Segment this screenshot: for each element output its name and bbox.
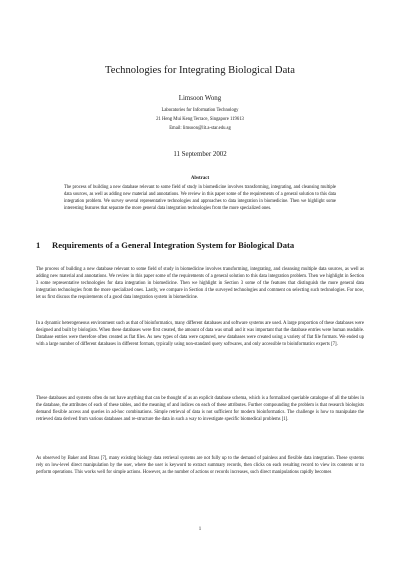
page-number: 1 [198,527,202,532]
section-number: 1 [36,240,41,250]
body-paragraph: The process of building a new database relevant to some field of study in biomedicine involves transforming, integrating, and cleansing multiple data sources, as well as adding new material and annotations. We review in this paper some of the requirements of a general solution to this data integration problem. Then we highlight in Section 3 some representative technologies for data integration in biomedicine. Then we highlight in Section 3 some of the features that distinguish the more general data integration technologies from the more specialized ones. Lastly, we compare in Section 4 the surveyed technologies and comment on selecting such technologies. For now, let us first discuss the requirements of a good data integration system in biomedicine. [36,267,364,300]
section-heading [36,240,376,251]
author-name: Limsoon Wong [178,95,222,102]
paper-date: 11 September 2002 [173,151,227,158]
section-title: Requirements of a General Integration System for Biological Data [52,240,295,250]
body-paragraph: In a dynamic heterogeneous environment such as that of bioinformatics, many different databases and software systems are used. A large proportion of these databases were designed and built by biologists. When these databases were first created, the amount of data was small and it was important that the database entries were human readable. Database entries were therefore often created as flat files. As new types of data were captured, new databases were created using a variety of flat file formats. We ended up with a large number of different databases in different formats, typically using non-standard query softwares, and only accessible to bioinformatics experts [7]. [36,321,364,347]
affiliation-email: Email: limsoon@lit.a-star.edu.sg [169,126,231,131]
abstract-body: The process of building a new database relevant to some field of study in biomedicine involves transforming, integrating, and cleansing multiple data sources, as well as adding new material and annotations. We review in this paper some of the requirements of a general solution to this data integration problem. We survey several representative technologies and approaches to data integration in biomedicine. Then we highlight some interesting features that separate the more general data integration technologies from the more specialized ones. [64,185,336,211]
affiliation-line: Laboratories for Information Technology [161,108,239,113]
body-paragraph: As observed by Baker and Brass [7], many existing biology data retrieval systems are not fully up to the demand of painless and flexible data integration. These systems rely on low-level direct manipulation by the user, where the user is keyword to extract summary records, then clicks on each resulting record to view its contents or to perform operations. This works well for simple actions. However, as the number of actions or records increases, such direct manipulations rapidly becomes [36,456,364,475]
affiliation-line: 21 Heng Mui Keng Terrace, Singapore 119613 [156,117,244,122]
body-paragraph: These databases and systems often do not have anything that can be thought of as an explicit database schema, which is a formalized queriable catalogue of all the tables in the database, the attributes of each of these tables, and the meaning of and indices on each of these attributes. Further compounding the problem is that research biologists demand flexible access and queries in ad-hoc combinations. Simple retrieval of data is not sufficient for modern bioinformatics. The challenge is how to manipulate the retrieved data derived from various databases and re-structure the data in such a way to investigate specific biomedical problems [1]. [36,396,364,422]
paper-title: Technologies for Integrating Biological Data [105,65,295,76]
abstract-heading: Abstract [190,176,210,181]
